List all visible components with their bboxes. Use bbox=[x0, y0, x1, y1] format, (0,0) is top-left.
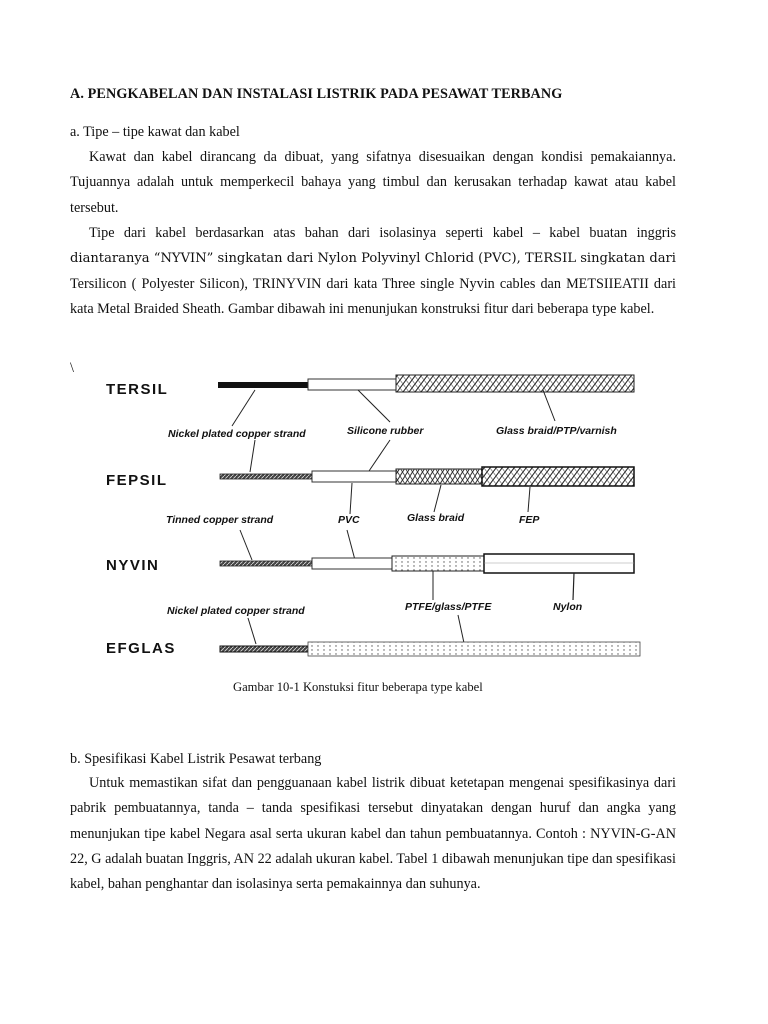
fepsil-conductor bbox=[220, 474, 312, 479]
label-tinned-copper-strand: Tinned copper strand bbox=[166, 514, 274, 526]
section-a-title: a. Tipe – tipe kawat dan kabel bbox=[70, 124, 240, 140]
cable-name-nyvin: NYVIN bbox=[106, 557, 160, 574]
nyvin-glass-braid bbox=[392, 556, 484, 571]
section-a-paragraph-1: Kawat dan kabel dirancang da dibuat, yang sifatnya disesuaikan dengan kondisi pemakaiannya. Tujuannya adalah untuk memperkecil bahaya yang timbul dan kerusakan terhadap kawat atau kabel tersebut. bbox=[70, 149, 676, 216]
efglas-conductor bbox=[220, 646, 308, 652]
nyvin-pvc-layer bbox=[312, 558, 392, 569]
cable-name-efglas: EFGLAS bbox=[106, 640, 176, 657]
label-ptfe-glass-ptfe: PTFE/glass/PTFE bbox=[405, 601, 492, 613]
tersil-glass-braid bbox=[396, 375, 634, 392]
paragraph-2-line-2: diantaranya “NYVIN” singkatan dari Nylon Polyvinyl Chlorid (PVC), TERSIL singkatan dari bbox=[70, 251, 676, 267]
label-fep: FEP bbox=[519, 514, 540, 526]
nyvin-cable bbox=[220, 554, 634, 573]
tersil-cable bbox=[218, 375, 634, 392]
cable-name-fepsil: FEPSIL bbox=[106, 472, 168, 489]
document-heading: A. PENGKABELAN DAN INSTALASI LISTRIK PADA PESAWAT TERBANG bbox=[70, 86, 563, 102]
efglas-cable bbox=[220, 642, 640, 656]
label-pvc: PVC bbox=[338, 514, 360, 526]
paragraph-2-line-1: Tipe dari kabel berdasarkan atas bahan dari isolasinya seperti kabel – kabel buatan inggris bbox=[89, 225, 676, 241]
tersil-silicone-layer bbox=[308, 379, 396, 390]
label-nylon: Nylon bbox=[553, 601, 583, 613]
fepsil-fep-jacket bbox=[482, 467, 634, 486]
fepsil-pvc-layer bbox=[312, 471, 396, 482]
nyvin-nylon-jacket bbox=[484, 554, 634, 573]
label-glass-braid-ptp-varnish: Glass braid/PTP/varnish bbox=[496, 425, 617, 437]
label-nickel-plated-copper-strand-2: Nickel plated copper strand bbox=[167, 605, 305, 617]
fepsil-glass-braid bbox=[396, 469, 482, 484]
label-nickel-plated-copper-strand: Nickel plated copper strand bbox=[168, 428, 306, 440]
tersil-conductor bbox=[218, 382, 308, 388]
section-b-paragraph: Untuk memastikan sifat dan pengguanaan kabel listrik dibuat ketetapan mengenai spesifikasinya dari pabrik pembuatannya, tanda – tanda spesifikasi tersebut dinyatakan dengan huruf dan angka yang menunjukan tipe kabel Negara asal serta ukuran kabel dan tahun pembuatannya. Contoh : NYVIN-G-AN 22, G adalah buatan Inggris, AN 22 adalah ukuran kabel. Tabel 1 dibawah menunjukan tipe dan spesifikasi kabel, bahan penghantar dan isolasinya serta pemakainnya dan suhunya. bbox=[70, 775, 676, 893]
fepsil-cable bbox=[220, 467, 634, 486]
figure-caption: Gambar 10-1 Konstuksi fitur beberapa type kabel bbox=[233, 680, 483, 694]
section-a-paragraph-2 bbox=[70, 221, 676, 322]
section-b-title: b. Spesifikasi Kabel Listrik Pesawat terbang bbox=[70, 751, 322, 767]
cable-construction-figure bbox=[100, 364, 645, 666]
stray-backslash: \ bbox=[70, 360, 74, 376]
paragraph-2-rest: Tersilicon ( Polyester Silicon), TRINYVIN dari kata Three single Nyvin cables dan METSIIEATII dari kata Metal Braided Sheath. Gambar dibawah ini menunjukan konstruksi fitur dari beberapa type kabel. bbox=[70, 275, 676, 317]
cable-name-tersil: TERSIL bbox=[106, 381, 169, 398]
label-glass-braid: Glass braid bbox=[407, 512, 465, 524]
nyvin-conductor bbox=[220, 561, 312, 566]
label-silicone-rubber: Silicone rubber bbox=[347, 425, 424, 437]
efglas-ptfe-glass-layer bbox=[308, 642, 640, 656]
